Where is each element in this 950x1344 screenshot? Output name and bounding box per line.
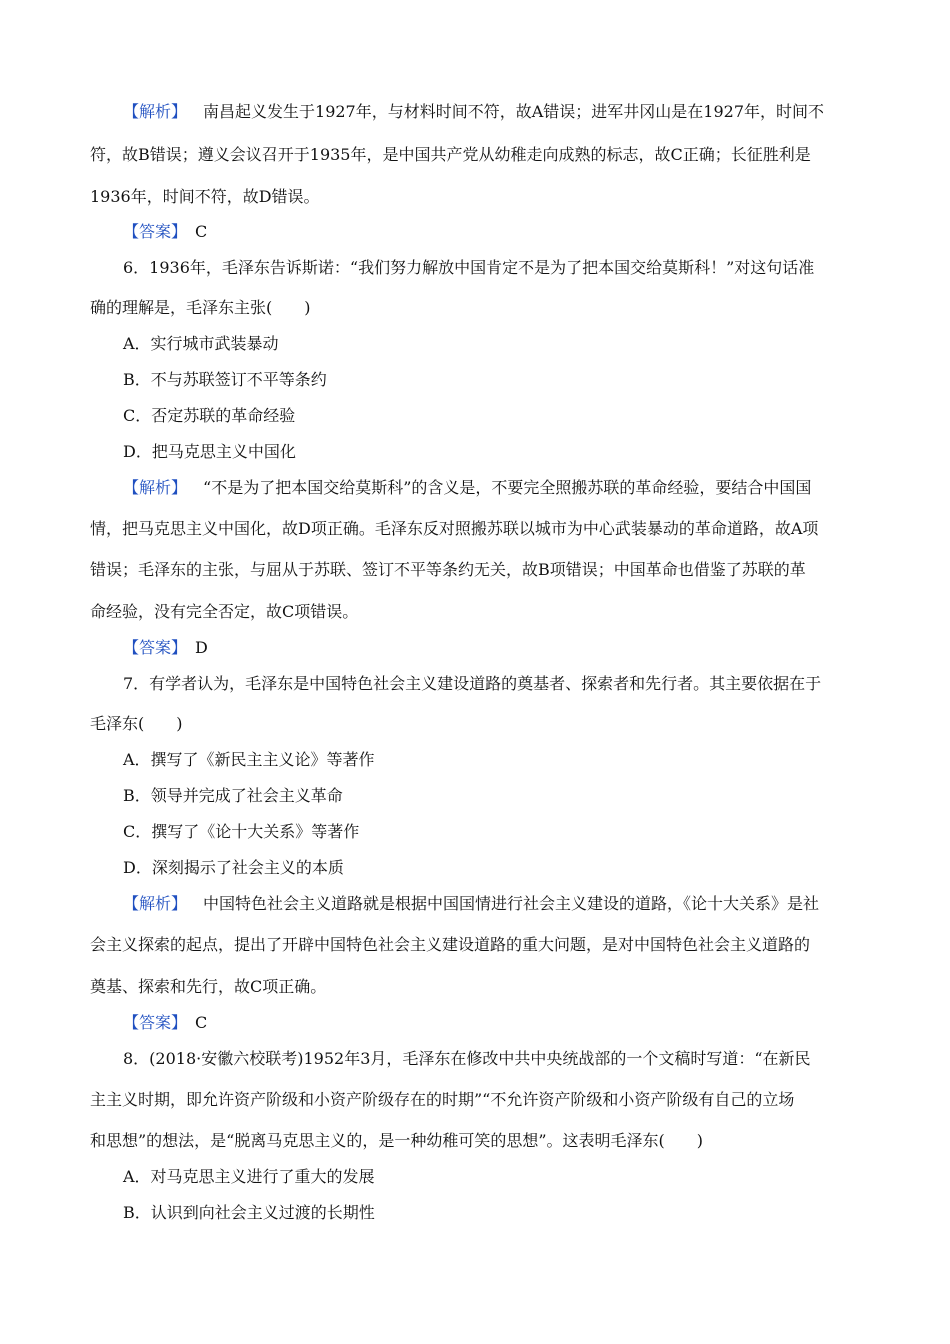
question-line: 7．有学者认为，毛泽东是中国特色社会主义建设道路的奠基者、探索者和先行者。其主要依据在于 [123,674,822,693]
question-line: 和思想”的想法，是“脱离马克思主义的，是一种幼稚可笑的思想”。这表明毛泽东( ) [90,1131,704,1150]
option-a: A．实行城市武装暴动 [123,334,279,353]
option-b: B．领导并完成了社会主义革命 [123,786,343,805]
analysis-tag: 【解析】 [123,894,188,913]
option-d: D．深刻揭示了社会主义的本质 [123,858,344,877]
answer-value: C [195,1013,208,1032]
answer-value: D [195,638,208,657]
analysis-line: 错误；毛泽东的主张，与屈从于苏联、签订不平等条约无关，故B项错误；中国革命也借鉴了苏联的革 [90,560,806,579]
analysis-line: 符，故B错误；遵义会议召开于1935年，是中国共产党从幼稚走向成熟的标志，故C正确；长征胜利是 [90,145,811,164]
question-line: 主主义时期，即允许资产阶级和小资产阶级存在的时期”“不允许资产阶级和小资产阶级有自己的立场 [90,1090,795,1109]
analysis-line: 【解析】 南昌起义发生于1927年，与材料时间不符，故A错误；进军井冈山是在1927年，时间不 [123,102,825,121]
answer-line [123,1013,860,1033]
question-line: 确的理解是，毛泽东主张( ) [90,298,311,317]
analysis-tag: 【解析】 [123,102,188,121]
analysis-line: 会主义探索的起点，提出了开辟中国特色社会主义建设道路的重大问题，是对中国特色社会主义道路的 [90,935,811,954]
analysis-line: 奠基、探索和先行，故C项正确。 [90,977,327,996]
option-a: A．撰写了《新民主主义论》等著作 [123,750,375,769]
answer-tag: 【答案】 [123,222,188,241]
option-a: A．对马克思主义进行了重大的发展 [123,1167,375,1186]
question-line: 8．(2018·安徽六校联考)1952年3月，毛泽东在修改中共中央统战部的一个文稿时写道：“在新民 [123,1049,811,1068]
answer-value: C [195,222,208,241]
option-b: B．不与苏联签订不平等条约 [123,370,327,389]
analysis-line: 【解析】 中国特色社会主义道路就是根据中国国情进行社会主义建设的道路，《论十大关系》是社 [123,894,820,913]
answer-line [123,638,860,658]
analysis-line: 情，把马克思主义中国化，故D项正确。毛泽东反对照搬苏联以城市为中心武装暴动的革命道路，故A项 [90,519,819,538]
answer-line [123,222,860,242]
question-line: 6．1936年，毛泽东告诉斯诺：“我们努力解放中国肯定不是为了把本国交给莫斯科！”对这句话准 [123,258,815,277]
question-line: 毛泽东( ) [90,714,183,733]
analysis-line: 1936年，时间不符，故D错误。 [90,187,320,206]
analysis-line: 【解析】 “不是为了把本国交给莫斯科”的含义是，不要完全照搬苏联的革命经验，要结合中国国 [123,478,812,497]
answer-tag: 【答案】 [123,1013,188,1032]
analysis-tag: 【解析】 [123,478,188,497]
answer-tag: 【答案】 [123,638,188,657]
option-b: B．认识到向社会主义过渡的长期性 [123,1203,375,1222]
analysis-line: 命经验，没有完全否定，故C项错误。 [90,602,359,621]
option-c: C．否定苏联的革命经验 [123,406,296,425]
option-c: C．撰写了《论十大关系》等著作 [123,822,360,841]
option-d: D．把马克思主义中国化 [123,442,296,461]
